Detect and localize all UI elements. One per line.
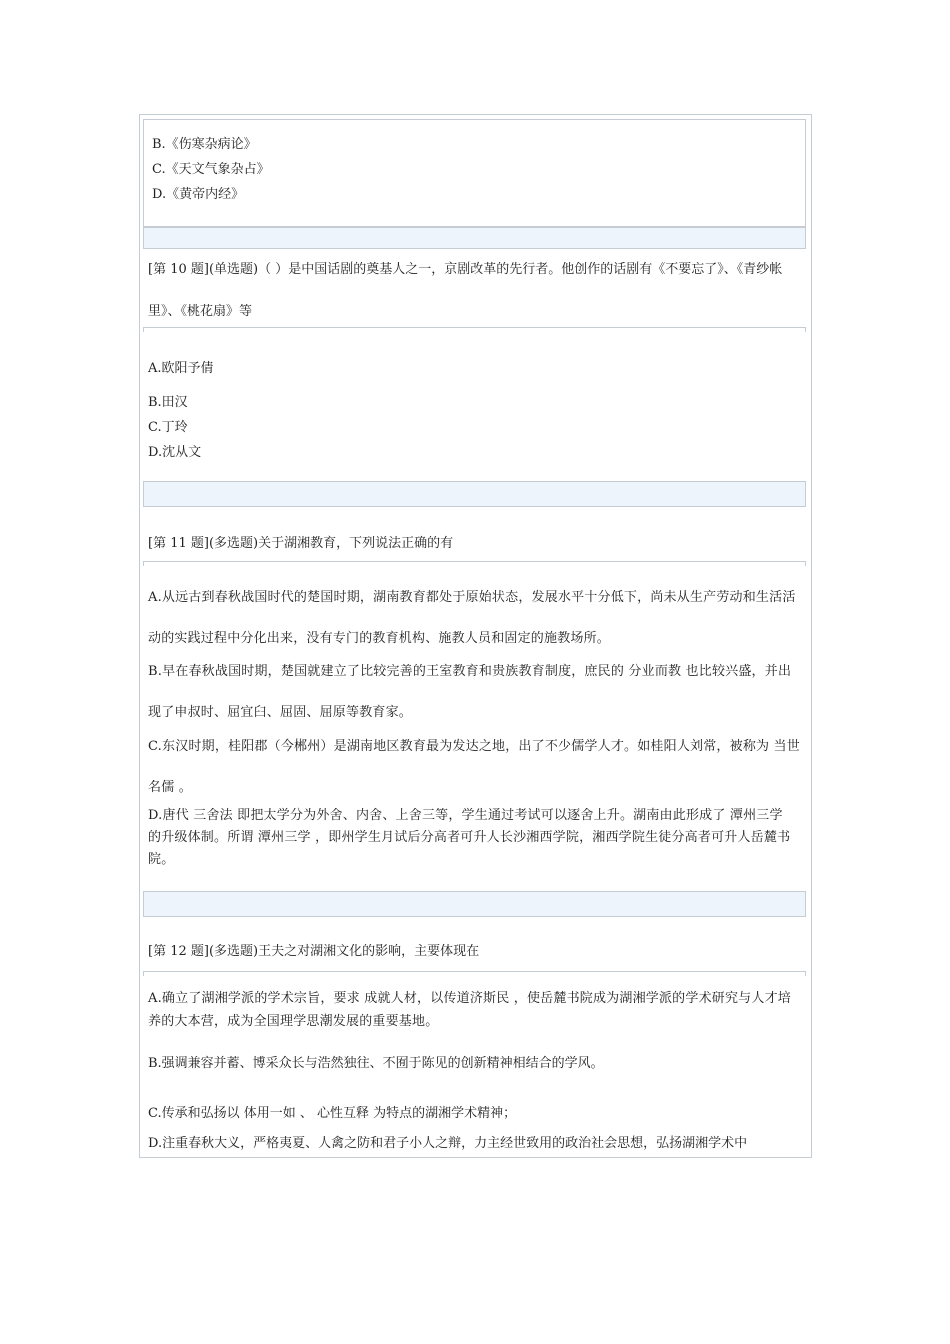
q9-options-box [143,119,806,227]
q10-question: [第 10 题](单选题)（ ）是中国话剧的奠基人之一，京剧改革的先行者。他创作的话剧有《不要忘了》、《青纱帐里》、《桃花扇》等 [148,262,783,319]
q11-option-c: C.东汉时期，桂阳郡（今郴州）是湖南地区教育最为发达之地，出了不少儒学人才。如桂阳人刘常，被称为 当世名儒 。 [148,739,800,795]
q12-option-d: D.注重春秋大义，严格夷夏、人禽之防和君子小人之辩，力主经世致用的政治社会思想，弘扬湖湘学术中 [148,1136,748,1151]
q10-option-a: A.欧阳予倩 [148,361,214,376]
q10-option-b: B.田汉 [148,395,188,410]
q11-option-a: A.从远古到春秋战国时代的楚国时期，湖南教育都处于原始状态，发展水平十分低下，尚未从生产劳动和生活活动的实践过程中分化出来，没有专门的教育机构、施教人员和固定的施教场所。 [148,590,796,646]
q12-question: [第 12 题](多选题)王夫之对湖湘文化的影响，主要体现在 [148,944,480,959]
q10-option-d: D.沈从文 [148,445,202,460]
q12-option-b: B.强调兼容并蓄、博采众长与浩然独往、不囿于陈见的创新精神相结合的学风。 [148,1056,604,1071]
q11-answer-band [143,891,806,917]
q10-separator [143,327,806,332]
q12-option-c: C.传承和弘扬以 体用一如 、 心性互释 为特点的湖湘学术精神； [148,1106,517,1121]
q10-answer-band [143,481,806,507]
q9-option-b: B.《伤寒杂病论》 [152,137,257,152]
q12-option-a: A.确立了湖湘学派的学术宗旨，要求 成就人材，以传道济斯民 ，使岳麓书院成为湖湘学派的学术研究与人才培养的大本营，成为全国理学思潮发展的重要基地。 [148,991,791,1029]
q9-option-c: C.《天文气象杂占》 [152,162,270,177]
q11-option-b: B.早在春秋战国时期，楚国就建立了比较完善的王室教育和贵族教育制度，庶民的 分业而教 也比较兴盛，并出现了申叔时、屈宜臼、屈固、屈原等教育家。 [148,664,792,720]
exam-page-frame [139,114,812,1158]
q11-question: [第 11 题](多选题)关于湖湘教育，下列说法正确的有 [148,536,454,551]
q9-answer-band [143,227,806,249]
q11-option-d: D.唐代 三舍法 即把太学分为外舍、内舍、上舍三等，学生通过考试可以逐舍上升。湖南由此形成了 潭州三学 的升级体制。所谓 潭州三学 ，即州学生月试后分高者可升人长沙湘西学院，湘西学院生徒分高者可升人岳麓书院。 [148,808,791,867]
q9-option-d: D.《黄帝内经》 [152,187,245,202]
q10-option-c: C.丁玲 [148,420,188,435]
q12-separator [143,971,806,976]
q11-separator [143,561,806,566]
